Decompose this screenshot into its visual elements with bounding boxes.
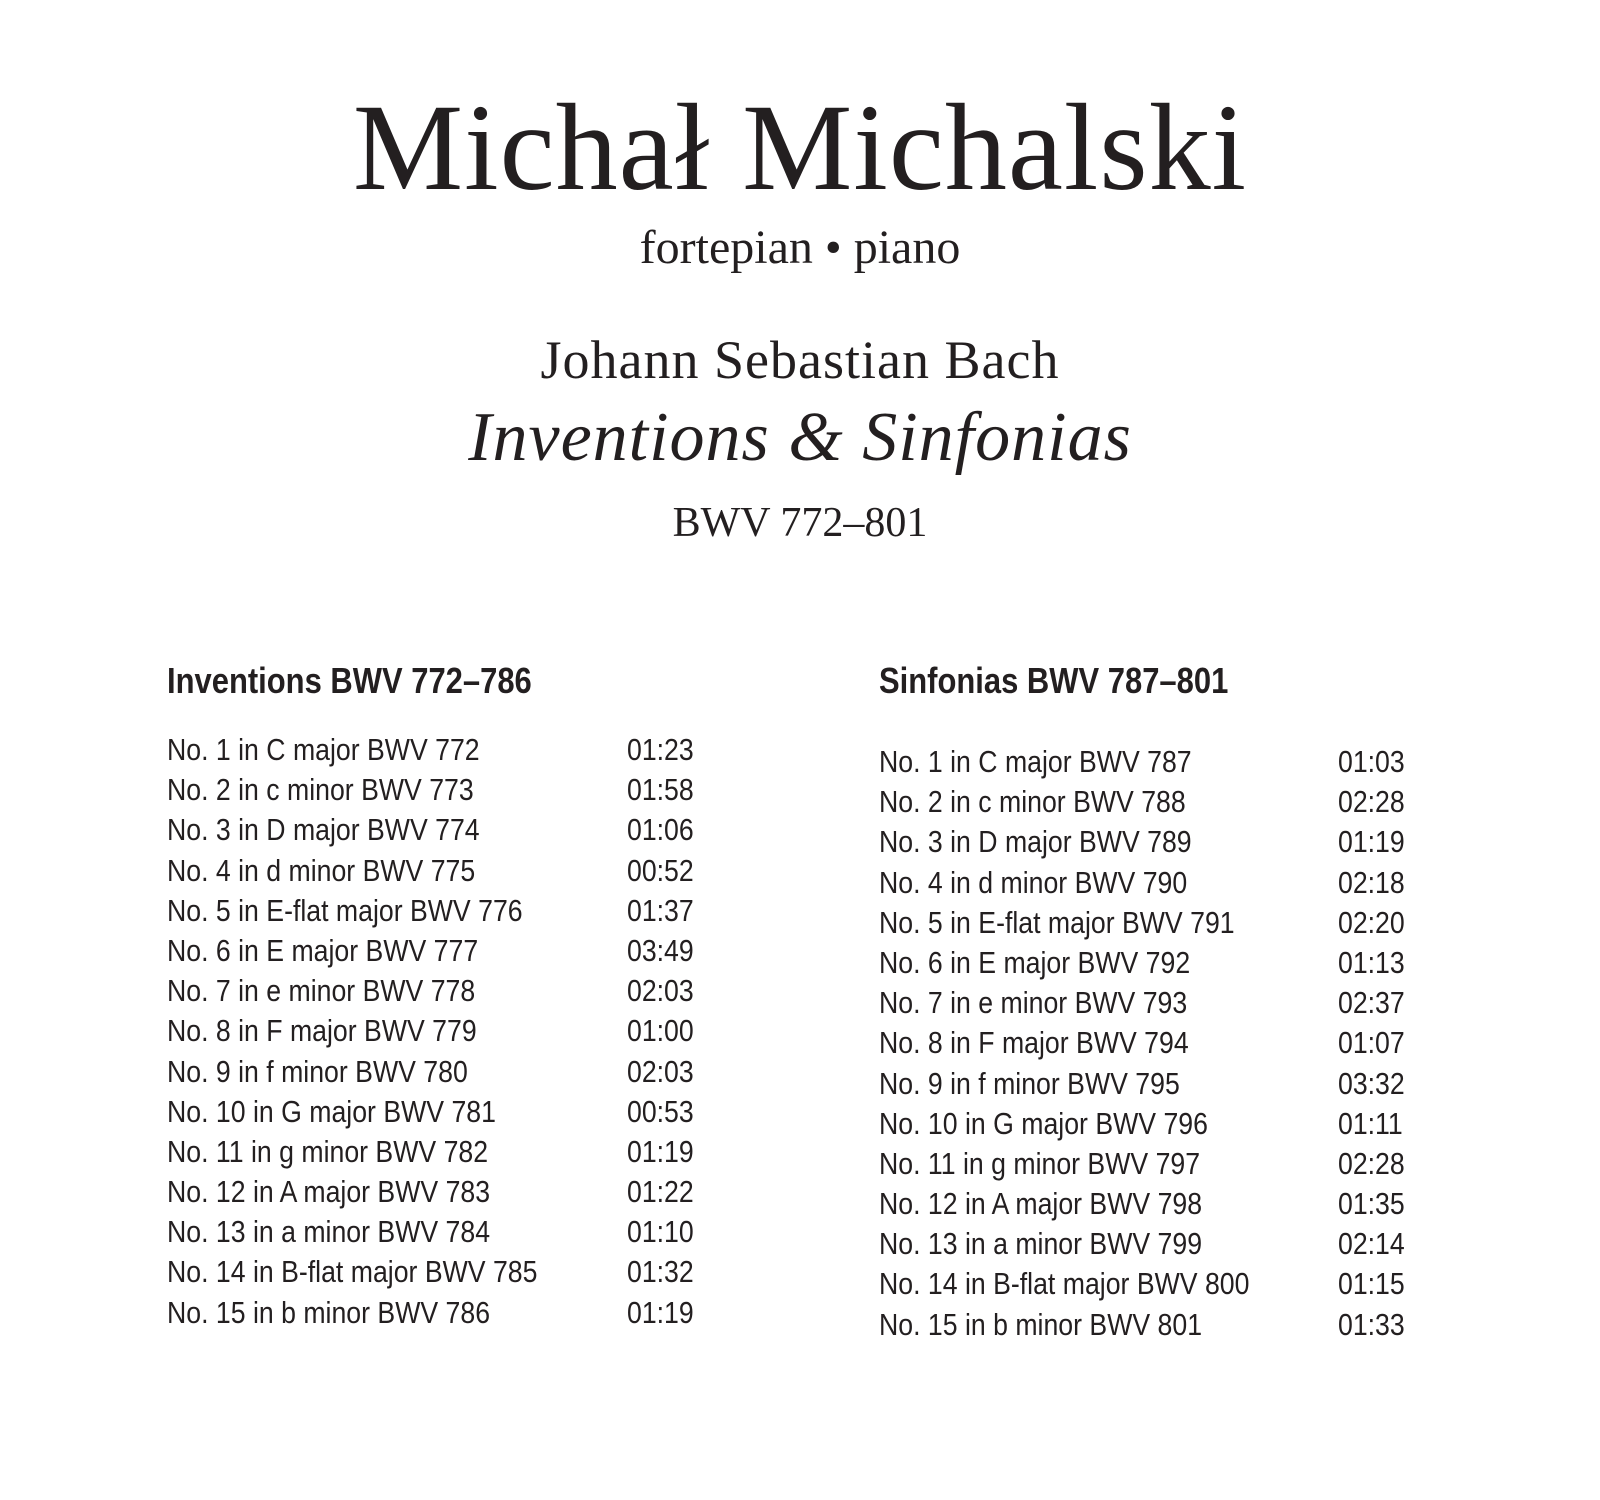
- track-duration: 01:33: [1338, 1306, 1405, 1342]
- track-duration: 01:22: [627, 1174, 694, 1210]
- track-duration: 01:00: [627, 1013, 694, 1049]
- track-title: No. 12 in A major BWV 798: [879, 1186, 1203, 1222]
- track-title: No. 1 in C major BWV 772: [167, 732, 480, 767]
- sinfonias-track-list: [879, 742, 1419, 1345]
- track-duration: 01:07: [1338, 1025, 1405, 1061]
- track-duration: 01:15: [1338, 1266, 1405, 1302]
- track-row: [167, 931, 707, 971]
- track-row: [167, 1011, 707, 1051]
- track-title: No. 8 in F major BWV 779: [167, 1013, 477, 1049]
- track-title: No. 3 in D major BWV 774: [167, 812, 480, 848]
- track-duration: 02:03: [627, 1053, 694, 1089]
- track-duration: 00:53: [627, 1093, 694, 1129]
- track-row: [167, 1172, 707, 1212]
- track-row: [879, 863, 1419, 903]
- track-title: No. 1 in C major BWV 787: [879, 744, 1192, 779]
- track-row: [879, 1264, 1419, 1304]
- track-row: [879, 782, 1419, 822]
- track-duration: 02:28: [1338, 1145, 1405, 1181]
- track-duration: 02:28: [1338, 784, 1405, 820]
- track-row: [879, 822, 1419, 862]
- track-row: [167, 1252, 707, 1292]
- instrument-line: fortepian • piano: [639, 221, 961, 274]
- track-title: No. 14 in B-flat major BWV 785: [167, 1254, 538, 1290]
- inventions-heading: Inventions BWV 772–786: [167, 660, 532, 701]
- track-row: [167, 1052, 707, 1092]
- track-duration: 00:52: [627, 852, 694, 888]
- track-row: [167, 730, 707, 770]
- track-row: [167, 971, 707, 1011]
- track-title: No. 6 in E major BWV 777: [167, 932, 479, 968]
- track-row: [879, 1224, 1419, 1264]
- track-row: [879, 983, 1419, 1023]
- track-duration: 01:19: [1338, 824, 1405, 860]
- track-title: No. 4 in d minor BWV 790: [879, 864, 1188, 900]
- track-duration: 02:14: [1338, 1226, 1405, 1262]
- track-duration: 02:18: [1338, 864, 1405, 900]
- track-title: No. 5 in E-flat major BWV 776: [167, 892, 523, 928]
- track-row: [167, 1132, 707, 1172]
- track-duration: 01:37: [627, 892, 694, 928]
- track-duration: 01:06: [627, 812, 694, 848]
- track-title: No. 10 in G major BWV 781: [167, 1093, 496, 1129]
- track-duration: 02:03: [627, 973, 694, 1009]
- track-title: No. 8 in F major BWV 794: [879, 1025, 1189, 1061]
- track-duration: 01:35: [1338, 1186, 1405, 1222]
- catalog-range: BWV 772–801: [672, 500, 928, 546]
- track-title: No. 2 in c minor BWV 773: [167, 772, 474, 808]
- track-title: No. 4 in d minor BWV 775: [167, 852, 476, 888]
- track-row: [879, 1305, 1419, 1345]
- track-title: No. 12 in A major BWV 783: [167, 1174, 491, 1210]
- track-duration: 01:32: [627, 1254, 694, 1290]
- performer-name: Michał Michalski: [352, 79, 1248, 216]
- track-row: [879, 1023, 1419, 1063]
- track-row: [167, 891, 707, 931]
- sinfonias-section: [879, 660, 1419, 1345]
- track-title: No. 15 in b minor BWV 801: [879, 1306, 1203, 1342]
- track-row: [167, 851, 707, 891]
- track-title: No. 3 in D major BWV 789: [879, 824, 1192, 860]
- track-title: No. 2 in c minor BWV 788: [879, 784, 1186, 820]
- track-duration: 02:37: [1338, 985, 1405, 1021]
- track-row: [167, 770, 707, 810]
- track-title: No. 9 in f minor BWV 780: [167, 1053, 468, 1089]
- track-title: No. 10 in G major BWV 796: [879, 1105, 1208, 1141]
- track-row: [167, 810, 707, 850]
- track-duration: 01:13: [1338, 944, 1405, 980]
- track-row: [879, 1144, 1419, 1184]
- track-duration: 01:19: [627, 1294, 694, 1330]
- track-duration: 01:58: [627, 772, 694, 808]
- track-title: No. 11 in g minor BWV 797: [879, 1145, 1201, 1181]
- track-duration: 01:11: [1338, 1105, 1403, 1141]
- inventions-section: [167, 660, 707, 1333]
- track-row: [879, 903, 1419, 943]
- track-row: [167, 1092, 707, 1132]
- track-row: [879, 943, 1419, 983]
- track-duration: 03:49: [627, 932, 694, 968]
- sinfonias-heading: Sinfonias BWV 787–801: [879, 660, 1229, 701]
- track-row: [879, 1064, 1419, 1104]
- track-title: No. 6 in E major BWV 792: [879, 944, 1191, 980]
- track-title: No. 9 in f minor BWV 795: [879, 1065, 1180, 1101]
- track-title: No. 11 in g minor BWV 782: [167, 1133, 489, 1169]
- track-duration: 01:19: [627, 1133, 694, 1169]
- inventions-track-list: [167, 730, 707, 1333]
- track-duration: 01:03: [1338, 744, 1405, 779]
- track-duration: 01:10: [627, 1214, 694, 1250]
- work-title: Inventions & Sinfonias: [468, 399, 1132, 476]
- track-title: No. 15 in b minor BWV 786: [167, 1294, 491, 1330]
- track-title: No. 13 in a minor BWV 799: [879, 1226, 1203, 1262]
- track-title: No. 13 in a minor BWV 784: [167, 1214, 491, 1250]
- track-row: [879, 1104, 1419, 1144]
- track-duration: 01:23: [627, 732, 694, 767]
- track-title: No. 5 in E-flat major BWV 791: [879, 904, 1235, 940]
- track-title: No. 7 in e minor BWV 778: [167, 973, 476, 1009]
- track-row: [879, 742, 1419, 782]
- track-duration: 03:32: [1338, 1065, 1405, 1101]
- track-title: No. 14 in B-flat major BWV 800: [879, 1266, 1250, 1302]
- track-title: No. 7 in e minor BWV 793: [879, 985, 1188, 1021]
- track-duration: 02:20: [1338, 904, 1405, 940]
- track-row: [167, 1212, 707, 1252]
- track-row: [167, 1293, 707, 1333]
- composer-name: Johann Sebastian Bach: [540, 330, 1060, 390]
- track-row: [879, 1184, 1419, 1224]
